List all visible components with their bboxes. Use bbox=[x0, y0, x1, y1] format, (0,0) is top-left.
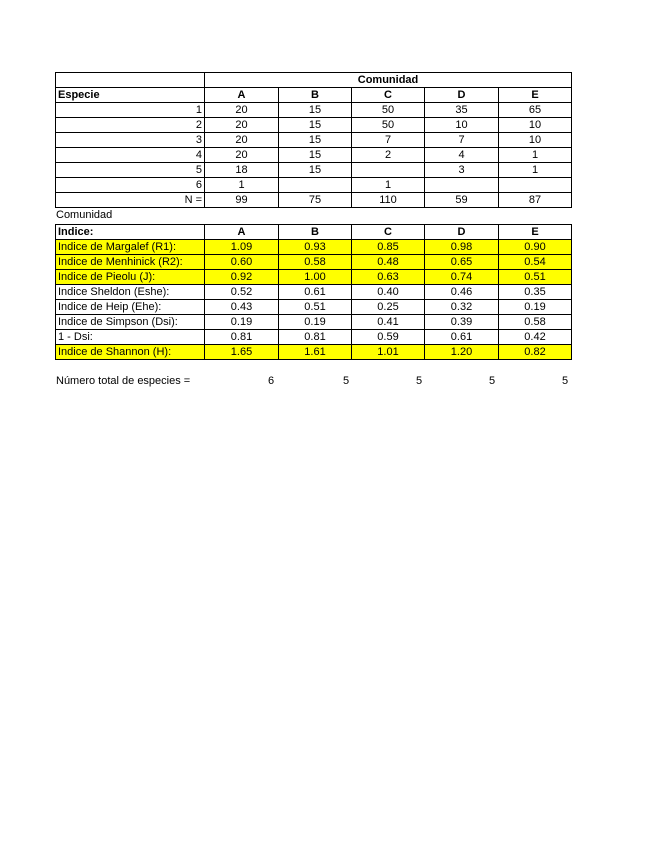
index-label: Indice de Simpson (Dsi): bbox=[56, 315, 205, 330]
table-cell: 0.52 bbox=[205, 285, 279, 300]
table-cell: 0.48 bbox=[352, 255, 425, 270]
table-cell: 7 bbox=[425, 133, 499, 148]
total-species-a: 6 bbox=[268, 375, 275, 387]
table-cell bbox=[279, 178, 352, 193]
table-cell: 0.60 bbox=[205, 255, 279, 270]
table-row bbox=[56, 300, 572, 315]
table-cell: 15 bbox=[279, 103, 352, 118]
empty-header-cell bbox=[56, 73, 205, 88]
table-cell: 2 bbox=[352, 148, 425, 163]
column-header: E bbox=[499, 225, 572, 240]
table-cell: 0.82 bbox=[499, 345, 572, 360]
table-cell: 0.19 bbox=[205, 315, 279, 330]
row-label: 1 bbox=[56, 103, 205, 118]
table-row bbox=[56, 345, 572, 360]
table-cell: 0.85 bbox=[352, 240, 425, 255]
table-cell: 1 bbox=[205, 178, 279, 193]
table-row bbox=[56, 270, 572, 285]
table-cell: 0.65 bbox=[425, 255, 499, 270]
row-header: Indice: bbox=[56, 225, 205, 240]
column-header: C bbox=[352, 225, 425, 240]
column-header: A bbox=[205, 88, 279, 103]
table-cell: 0.74 bbox=[425, 270, 499, 285]
table-cell: 0.41 bbox=[352, 315, 425, 330]
table-cell: 0.98 bbox=[425, 240, 499, 255]
total-species-b: 5 bbox=[343, 375, 350, 387]
table-cell: 4 bbox=[425, 148, 499, 163]
table-cell: 0.92 bbox=[205, 270, 279, 285]
table-cell: 10 bbox=[499, 118, 572, 133]
total-species-label: Número total de especies = bbox=[56, 375, 191, 387]
table-cell: 10 bbox=[499, 133, 572, 148]
table-row bbox=[56, 330, 572, 345]
table-cell: 18 bbox=[205, 163, 279, 178]
table-cell: 1 bbox=[352, 178, 425, 193]
row-label: 6 bbox=[56, 178, 205, 193]
table-cell: 15 bbox=[279, 163, 352, 178]
total-species-c: 5 bbox=[416, 375, 423, 387]
table-cell: 0.63 bbox=[352, 270, 425, 285]
table-header-row bbox=[56, 88, 572, 103]
table-row bbox=[56, 133, 572, 148]
table-row bbox=[56, 163, 572, 178]
table-cell: 0.40 bbox=[352, 285, 425, 300]
table-cell: 15 bbox=[279, 118, 352, 133]
index-label: Indice de Pieolu (J): bbox=[56, 270, 205, 285]
table-cell: 0.58 bbox=[499, 315, 572, 330]
table-cell: 1.65 bbox=[205, 345, 279, 360]
index-label: Indice de Menhinick (R2): bbox=[56, 255, 205, 270]
table-cell: 0.54 bbox=[499, 255, 572, 270]
column-header: E bbox=[499, 88, 572, 103]
table-cell: 87 bbox=[499, 193, 572, 208]
table-cell: 0.35 bbox=[499, 285, 572, 300]
table-cell: 0.43 bbox=[205, 300, 279, 315]
table-row bbox=[56, 178, 572, 193]
table-cell: 1 bbox=[499, 163, 572, 178]
table-cell: 0.39 bbox=[425, 315, 499, 330]
column-header: C bbox=[352, 88, 425, 103]
index-label: Indice de Shannon (H): bbox=[56, 345, 205, 360]
table-cell: 10 bbox=[425, 118, 499, 133]
table-row bbox=[56, 240, 572, 255]
row-header: Especie bbox=[56, 88, 205, 103]
table-cell: 0.81 bbox=[205, 330, 279, 345]
table-cell: 1.20 bbox=[425, 345, 499, 360]
row-label: N = bbox=[56, 193, 205, 208]
group-header: Comunidad bbox=[205, 73, 572, 88]
table-row bbox=[56, 285, 572, 300]
table-cell: 50 bbox=[352, 103, 425, 118]
table-cell: 0.58 bbox=[279, 255, 352, 270]
table-row bbox=[56, 148, 572, 163]
table-cell: 0.32 bbox=[425, 300, 499, 315]
row-label: 4 bbox=[56, 148, 205, 163]
table-row bbox=[56, 255, 572, 270]
table-cell: 0.42 bbox=[499, 330, 572, 345]
column-header: B bbox=[279, 225, 352, 240]
table-cell bbox=[499, 178, 572, 193]
table-cell: 0.81 bbox=[279, 330, 352, 345]
index-label: Indice Sheldon (Eshe): bbox=[56, 285, 205, 300]
diversity-index-table bbox=[55, 224, 572, 360]
table-cell: 65 bbox=[499, 103, 572, 118]
table-cell: 0.19 bbox=[499, 300, 572, 315]
index-label: Indice de Heip (Ehe): bbox=[56, 300, 205, 315]
table-cell: 7 bbox=[352, 133, 425, 148]
table-cell: 35 bbox=[425, 103, 499, 118]
table-cell: 99 bbox=[205, 193, 279, 208]
table-cell: 15 bbox=[279, 148, 352, 163]
row-label: 3 bbox=[56, 133, 205, 148]
row-label: 5 bbox=[56, 163, 205, 178]
index-label: Indice de Margalef (R1): bbox=[56, 240, 205, 255]
table-cell: 1.61 bbox=[279, 345, 352, 360]
table-cell: 0.51 bbox=[279, 300, 352, 315]
table-cell: 0.93 bbox=[279, 240, 352, 255]
table-cell: 0.46 bbox=[425, 285, 499, 300]
table-cell: 0.61 bbox=[279, 285, 352, 300]
table-cell: 1.00 bbox=[279, 270, 352, 285]
row-label: 2 bbox=[56, 118, 205, 133]
table-cell: 15 bbox=[279, 133, 352, 148]
table-row bbox=[56, 103, 572, 118]
table-cell: 0.59 bbox=[352, 330, 425, 345]
column-header: D bbox=[425, 225, 499, 240]
table-cell: 0.51 bbox=[499, 270, 572, 285]
table-cell: 20 bbox=[205, 133, 279, 148]
column-header: B bbox=[279, 88, 352, 103]
table-cell: 1 bbox=[499, 148, 572, 163]
table-cell: 20 bbox=[205, 103, 279, 118]
column-header: D bbox=[425, 88, 499, 103]
table-header-row bbox=[56, 73, 572, 88]
table-cell: 3 bbox=[425, 163, 499, 178]
table-cell: 110 bbox=[352, 193, 425, 208]
table-cell: 1.09 bbox=[205, 240, 279, 255]
table-cell: 0.61 bbox=[425, 330, 499, 345]
table-row bbox=[56, 315, 572, 330]
table-cell: 75 bbox=[279, 193, 352, 208]
table-cell: 0.90 bbox=[499, 240, 572, 255]
table-cell: 0.19 bbox=[279, 315, 352, 330]
total-species-e: 5 bbox=[562, 375, 569, 387]
table-header-row bbox=[56, 225, 572, 240]
table-cell: 20 bbox=[205, 118, 279, 133]
table-row bbox=[56, 118, 572, 133]
table-row bbox=[56, 193, 572, 208]
index-label: 1 - Dsi: bbox=[56, 330, 205, 345]
table-cell: 0.25 bbox=[352, 300, 425, 315]
table-cell: 59 bbox=[425, 193, 499, 208]
column-header: A bbox=[205, 225, 279, 240]
total-species-row bbox=[56, 375, 576, 389]
species-count-table bbox=[55, 72, 572, 208]
table-cell bbox=[425, 178, 499, 193]
table-cell: 20 bbox=[205, 148, 279, 163]
comunidad-label: Comunidad bbox=[56, 209, 113, 221]
total-species-d: 5 bbox=[489, 375, 496, 387]
table-cell bbox=[352, 163, 425, 178]
table-cell: 1.01 bbox=[352, 345, 425, 360]
table-cell: 50 bbox=[352, 118, 425, 133]
